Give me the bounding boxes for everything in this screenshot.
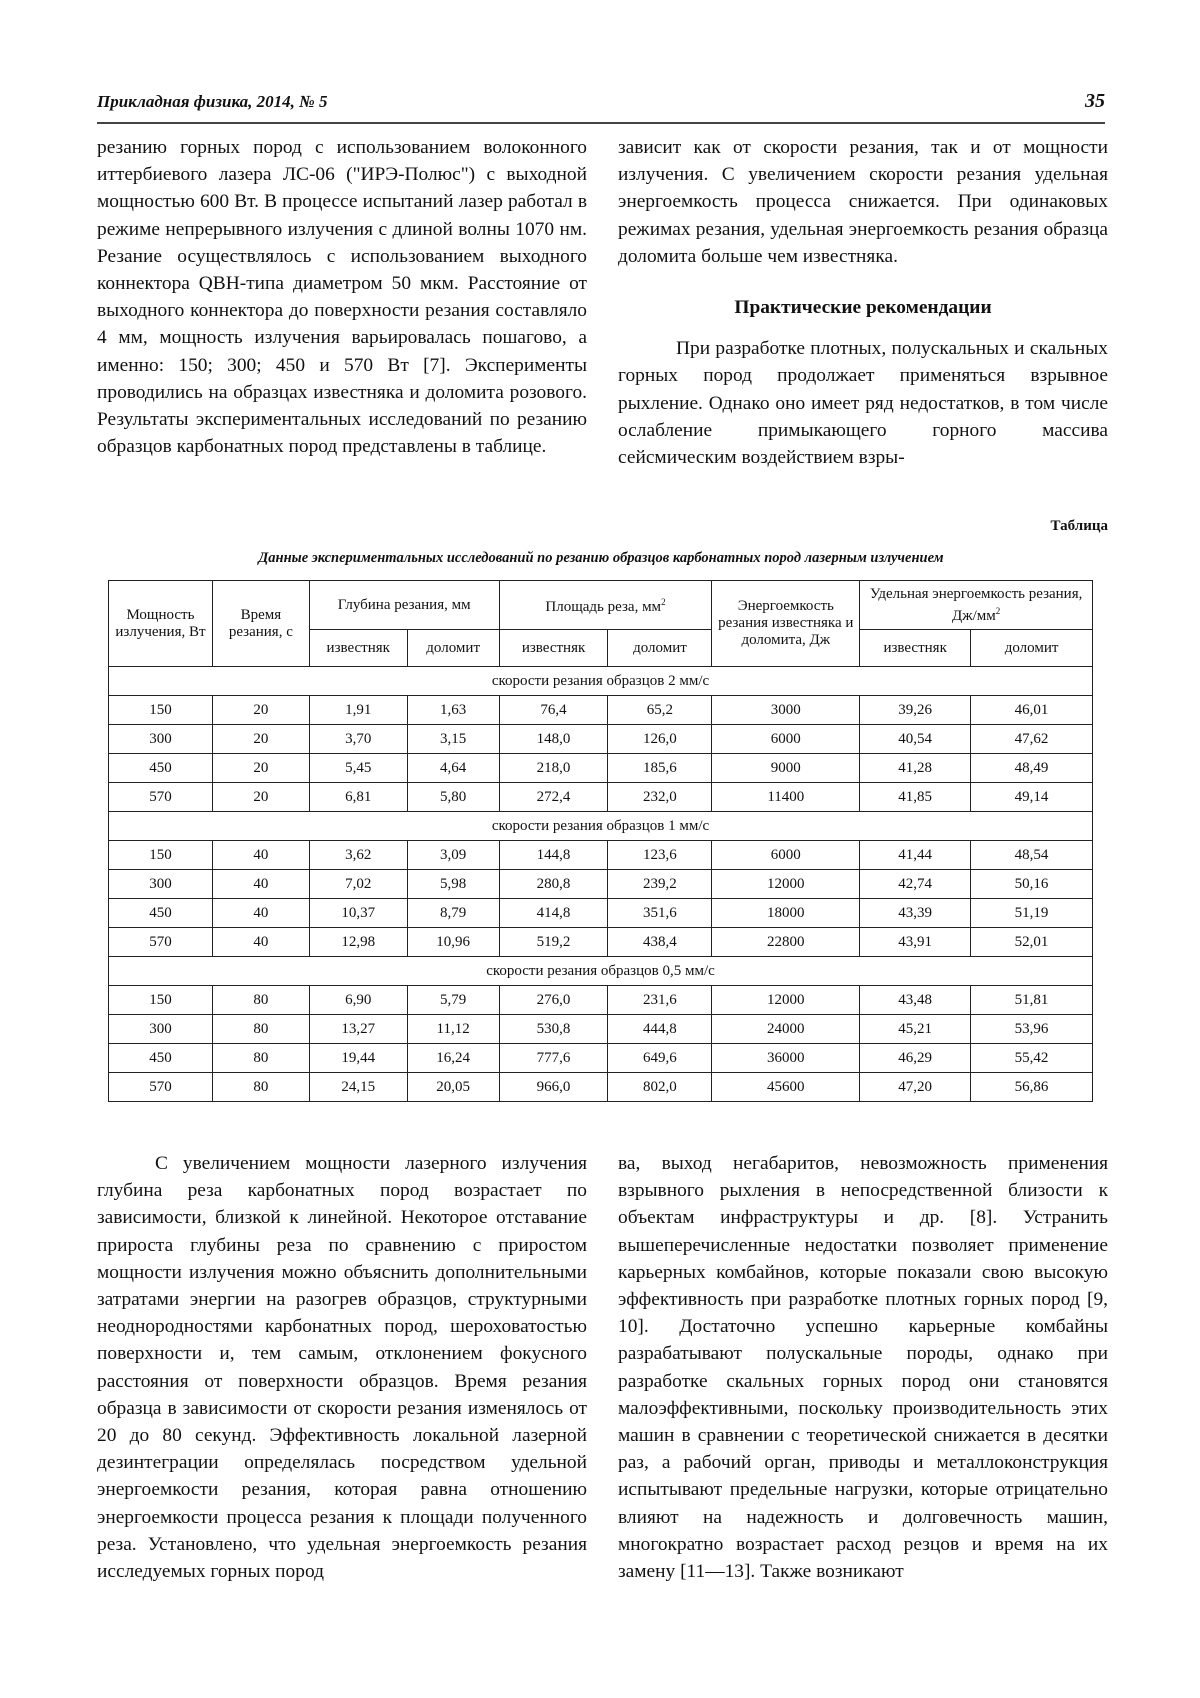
table-cell: 18000 <box>712 899 860 928</box>
table-cell: 42,74 <box>860 870 971 899</box>
table-cell: 46,01 <box>971 696 1093 725</box>
subheader-limestone: известняк <box>499 630 608 667</box>
table-body <box>109 667 1093 1102</box>
table-cell: 3,70 <box>309 725 407 754</box>
speed-group-row <box>109 957 1093 986</box>
right-column-bottom <box>618 1150 1108 1585</box>
table-cell: 4,64 <box>407 754 499 783</box>
table-cell: 777,6 <box>499 1044 608 1073</box>
table-cell: 300 <box>109 870 213 899</box>
table-cell: 80 <box>212 1015 309 1044</box>
table-cell: 1,91 <box>309 696 407 725</box>
table-cell: 6000 <box>712 725 860 754</box>
table-row <box>109 1073 1093 1102</box>
table-cell: 19,44 <box>309 1044 407 1073</box>
paragraph: резанию горных пород с использованием волоконного иттербиевого лазера ЛС-06 ("ИРЭ-Полюс") с выходной мощностью 600 Вт. В процессе испытаний лазер работал в режиме непрерывного излучения с длиной волны 1070 нм. Резание осуществлялось с использованием выходного коннектора QBH-типа диаметром 50 мкм. Расстояние от выходного коннектора до поверхности резания составляло 4 мм, мощность излучения варьировалась пошагово, а именно: 150; 300; 450 и 570 Вт [7]. Эксперименты проводились на образцах известняка и доломита розового. Результаты экспериментальных исследований по резанию образцов карбонатных пород представлены в таблице. <box>97 137 587 458</box>
data-table <box>108 580 1093 1102</box>
table-cell: 46,29 <box>860 1044 971 1073</box>
header-area: Площадь реза, $мм^2$ <box>499 581 712 630</box>
table-cell: 47,20 <box>860 1073 971 1102</box>
table-cell: 966,0 <box>499 1073 608 1102</box>
table-cell: 126,0 <box>608 725 712 754</box>
journal-title: Прикладная физика, 2014, № 5 <box>97 92 328 111</box>
table-cell: 239,2 <box>608 870 712 899</box>
left-column-bottom <box>97 1150 587 1585</box>
table-cell: 40 <box>212 841 309 870</box>
table-cell: 444,8 <box>608 1015 712 1044</box>
table-cell: 12,98 <box>309 928 407 957</box>
table-cell: 231,6 <box>608 986 712 1015</box>
table-cell: 40 <box>212 899 309 928</box>
table-cell: 450 <box>109 754 213 783</box>
table-cell: 150 <box>109 841 213 870</box>
speed-group-row <box>109 812 1093 841</box>
table-cell: 802,0 <box>608 1073 712 1102</box>
table-cell: 218,0 <box>499 754 608 783</box>
table-row <box>109 870 1093 899</box>
table-cell: 649,6 <box>608 1044 712 1073</box>
table-cell: 20 <box>212 783 309 812</box>
table-cell: 232,0 <box>608 783 712 812</box>
speed-group-label: скорости резания образцов 2 мм/с <box>109 667 1093 696</box>
table-row <box>109 986 1093 1015</box>
table-cell: 450 <box>109 899 213 928</box>
table-cell: 20 <box>212 696 309 725</box>
table-cell: 41,44 <box>860 841 971 870</box>
paragraph: С увеличением мощности лазерного излучения глубина реза карбонатных пород возрастает по зависимости, близкой к линейной. Некоторое отставание прироста глубины реза по сравнению с приростом мощности излучения можно объяснить дополнительными затратами энергии на разогрев образцов, структурными неоднородностями карбонатных пород, шероховатостью поверхности и, тем самым, отклонением фокусного расстояния от поверхности образцов. Время резания образца в зависимости от скорости резания изменялось от 20 до 80 секунд. Эффективность локальной лазерной дезинтеграции определялась посредством удельной энергоемкости резания, которая равна отношению энергоемкости процесса резания к площади полученного реза. Установлено, что удельная энергоемкость резания исследуемых горных пород <box>97 1153 587 1583</box>
subheader-limestone: известняк <box>309 630 407 667</box>
table-cell: 43,91 <box>860 928 971 957</box>
table-cell: 148,0 <box>499 725 608 754</box>
table-cell: 16,24 <box>407 1044 499 1073</box>
table-row <box>109 928 1093 957</box>
subheader-limestone: известняк <box>860 630 971 667</box>
table-cell: 438,4 <box>608 928 712 957</box>
header-power: Мощность излучения, Вт <box>109 581 213 667</box>
table-cell: 41,28 <box>860 754 971 783</box>
table-cell: 20,05 <box>407 1073 499 1102</box>
table-cell: 20 <box>212 725 309 754</box>
table-cell: 50,16 <box>971 870 1093 899</box>
table-cell: 450 <box>109 1044 213 1073</box>
table-cell: 9000 <box>712 754 860 783</box>
speed-group-label: скорости резания образцов 1 мм/с <box>109 812 1093 841</box>
table-cell: 51,19 <box>971 899 1093 928</box>
header-energy: Энергоемкость резания известняка и доломита, Дж <box>712 581 860 667</box>
table-cell: 5,45 <box>309 754 407 783</box>
table-row <box>109 1044 1093 1073</box>
table-cell: 6,81 <box>309 783 407 812</box>
table-cell: 13,27 <box>309 1015 407 1044</box>
table-cell: 519,2 <box>499 928 608 957</box>
table-cell: 10,37 <box>309 899 407 928</box>
subheader-dolomite: доломит <box>608 630 712 667</box>
table-cell: 80 <box>212 986 309 1015</box>
table-cell: 43,39 <box>860 899 971 928</box>
table-caption: Данные экспериментальных исследований по резанию образцов карбонатных пород лазерным излучением <box>258 550 944 566</box>
table-cell: 11,12 <box>407 1015 499 1044</box>
table-cell: 49,14 <box>971 783 1093 812</box>
table-cell: 5,98 <box>407 870 499 899</box>
page-number: 35 <box>1085 90 1105 112</box>
table-cell: 24,15 <box>309 1073 407 1102</box>
table-label: Таблица <box>1050 518 1108 534</box>
table-cell: 20 <box>212 754 309 783</box>
paragraph: зависит как от скорости резания, так и от мощности излучения. С увеличением скорости резания удельная энергоемкость процесса снижается. При одинаковых режимах резания, удельная энергоемкость резания образца доломита больше чем известняка. <box>618 137 1108 267</box>
right-column-top <box>618 134 1108 471</box>
table-row <box>109 783 1093 812</box>
table-cell: 56,86 <box>971 1073 1093 1102</box>
table-cell: 12000 <box>712 986 860 1015</box>
table-cell: 45600 <box>712 1073 860 1102</box>
table-cell: 6,90 <box>309 986 407 1015</box>
table-cell: 36000 <box>712 1044 860 1073</box>
table-cell: 47,62 <box>971 725 1093 754</box>
speed-group-label: скорости резания образцов 0,5 мм/с <box>109 957 1093 986</box>
table-cell: 3,09 <box>407 841 499 870</box>
table-cell: 6000 <box>712 841 860 870</box>
table-cell: 24000 <box>712 1015 860 1044</box>
table-cell: 3,62 <box>309 841 407 870</box>
table-cell: 10,96 <box>407 928 499 957</box>
table-cell: 45,21 <box>860 1015 971 1044</box>
table-cell: 48,54 <box>971 841 1093 870</box>
table-cell: 272,4 <box>499 783 608 812</box>
header-time: Время резания, с <box>212 581 309 667</box>
table-cell: 530,8 <box>499 1015 608 1044</box>
table-cell: 123,6 <box>608 841 712 870</box>
subheader-dolomite: доломит <box>407 630 499 667</box>
table-cell: 144,8 <box>499 841 608 870</box>
table-cell: 80 <box>212 1044 309 1073</box>
table-cell: 570 <box>109 1073 213 1102</box>
table-row <box>109 754 1093 783</box>
table-cell: 12000 <box>712 870 860 899</box>
table-cell: 7,02 <box>309 870 407 899</box>
table-cell: 1,63 <box>407 696 499 725</box>
table-cell: 414,8 <box>499 899 608 928</box>
paragraph: При разработке плотных, полускальных и скальных горных пород продолжает применяться взрывное рыхление. Однако оно имеет ряд недостатков, в том числе ослабление примыкающего горного массива сейсмическим воздействием взры- <box>618 338 1108 469</box>
table-cell: 76,4 <box>499 696 608 725</box>
table-cell: 5,79 <box>407 986 499 1015</box>
table-row <box>109 1015 1093 1044</box>
table-cell: 51,81 <box>971 986 1093 1015</box>
left-column-top <box>97 134 587 460</box>
table-row <box>109 696 1093 725</box>
table-cell: 55,42 <box>971 1044 1093 1073</box>
table-cell: 80 <box>212 1073 309 1102</box>
section-title: Практические рекомендации <box>734 297 992 319</box>
table-cell: 11400 <box>712 783 860 812</box>
table-cell: 52,01 <box>971 928 1093 957</box>
table-cell: 150 <box>109 696 213 725</box>
table-cell: 351,6 <box>608 899 712 928</box>
table-cell: 570 <box>109 783 213 812</box>
table-cell: 43,48 <box>860 986 971 1015</box>
running-header <box>97 92 1105 122</box>
table-cell: 40 <box>212 928 309 957</box>
table-row <box>109 841 1093 870</box>
table-cell: 150 <box>109 986 213 1015</box>
table-cell: 48,49 <box>971 754 1093 783</box>
table-row <box>109 725 1093 754</box>
table-cell: 40,54 <box>860 725 971 754</box>
header-rule <box>97 122 1105 124</box>
table-cell: 39,26 <box>860 696 971 725</box>
table-cell: 3000 <box>712 696 860 725</box>
table-cell: 8,79 <box>407 899 499 928</box>
paragraph: ва, выход негабаритов, невозможность применения взрывного рыхления в непосредственной близости к объектам инфраструктуры и др. [8]. Устранить вышеперечисленные недостатки позволяет применение карьерных комбайнов, которые показали свою высокую эффективность при разработке плотных горных пород [9, 10]. Достаточно успешно карьерные комбайны разрабатывают полускальные породы, однако при разработке скальных горных пород они становятся малоэффективными, поскольку производительность этих машин в сравнении с теоретической снижается в десятки раз, а рабочий орган, приводы и металлоконструкция испытывают предельные нагрузки, которые отрицательно влияют на надежность и долговечность машин, многократно возрастает расход резцов и время на их замену [11—13]. Также возникают <box>618 1153 1108 1583</box>
header-specific-energy: Удельная энергоемкость резания, $Дж/мм^2$ <box>860 581 1093 630</box>
table-cell: 276,0 <box>499 986 608 1015</box>
table-cell: 40 <box>212 870 309 899</box>
table-cell: 3,15 <box>407 725 499 754</box>
table-cell: 280,8 <box>499 870 608 899</box>
table-cell: 185,6 <box>608 754 712 783</box>
table-cell: 570 <box>109 928 213 957</box>
subheader-dolomite: доломит <box>971 630 1093 667</box>
header-depth: Глубина резания, мм <box>309 581 499 630</box>
table-cell: 41,85 <box>860 783 971 812</box>
table-cell: 300 <box>109 1015 213 1044</box>
table-row <box>109 899 1093 928</box>
table-cell: 65,2 <box>608 696 712 725</box>
table-cell: 53,96 <box>971 1015 1093 1044</box>
table-cell: 22800 <box>712 928 860 957</box>
table-cell: 5,80 <box>407 783 499 812</box>
speed-group-row <box>109 667 1093 696</box>
table-cell: 300 <box>109 725 213 754</box>
